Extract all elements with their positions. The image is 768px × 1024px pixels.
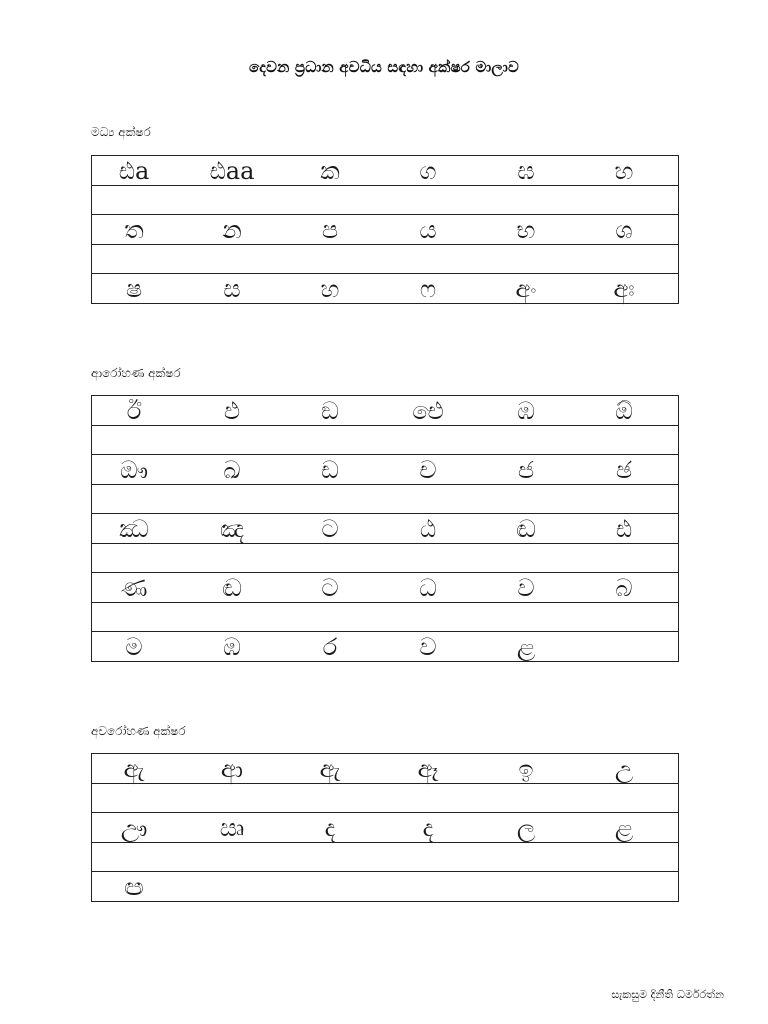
letter-cell: ඌ [120, 814, 148, 842]
letter-cell: ක [320, 157, 340, 185]
letter-cell: ඈ [417, 755, 439, 783]
letter-cell: ඣ [119, 515, 149, 543]
letter-cell: ඬ [516, 515, 536, 543]
letter-cell: ද [422, 814, 434, 842]
section-label: මධ්‍ය අක්ෂර [91, 125, 151, 139]
letter-cell: උ [614, 755, 634, 783]
letter-cell: ඏ [124, 873, 144, 901]
letter-cell: ඉ [518, 755, 534, 783]
letter-cell: ඨ [419, 515, 437, 543]
letter-cell: න [222, 216, 242, 244]
letter-cell: ඖ [119, 456, 149, 484]
letter-grid [91, 155, 679, 304]
letter-cell: ත [124, 216, 144, 244]
letter-cell: ග [419, 157, 437, 185]
letter-cell: ආ [220, 755, 244, 783]
letter-cell: හ [614, 157, 634, 185]
letter-cell: ඪ [615, 515, 633, 543]
letter-cell: ඝ [517, 157, 535, 185]
letter-cell: ඇ [123, 755, 145, 783]
letter-cell: ඓ [412, 397, 444, 425]
letter-cell: ද [324, 814, 336, 842]
letter-cell: ට [321, 574, 339, 602]
section-label: ආරෝහණ අක්ෂර [91, 366, 181, 380]
letter-cell: ඛ [223, 456, 241, 484]
letter-cell: ළ [614, 814, 634, 842]
letter-cell: ඹ [517, 397, 535, 425]
letter-cell: ම [125, 633, 143, 661]
letter-cell: බ [615, 574, 633, 602]
letter-cell: ව [419, 633, 437, 661]
letter-cell: ධ [419, 574, 437, 602]
letter-cell: ප [321, 216, 339, 244]
letter-cell: ශ [615, 216, 633, 244]
letter-cell: ඤ [219, 515, 245, 543]
letter-cell: ර [322, 633, 338, 661]
letter-cell: ය [419, 216, 437, 244]
letter-cell: ව [517, 574, 535, 602]
letter-cell: ණ [120, 574, 148, 602]
letter-cell: ඡ [615, 456, 633, 484]
letter-cell: ෂ [125, 275, 143, 303]
letter-cell: අං [515, 275, 537, 303]
letter-cell: ස [223, 275, 241, 303]
letter-cell: ඵ [223, 397, 241, 425]
letter-cell: ල [516, 814, 536, 842]
letter-cell: ඩ [321, 456, 339, 484]
letter-cell: ට [321, 515, 339, 543]
letter-cell: ඇ [319, 755, 341, 783]
letter-cell: ඍ [219, 814, 245, 842]
letter-cell: ඹ [223, 633, 241, 661]
letter-cell: අඃ [613, 275, 635, 303]
letter-cell: ජ [517, 456, 535, 484]
letter-cell: ඊ [126, 397, 142, 425]
letter-cell: හ [320, 275, 340, 303]
page-title: දෙවන ප්‍රධාන අවධිය සඳහා අක්ෂර මාලාව [249, 58, 519, 76]
letter-cell: ඞ [321, 397, 339, 425]
letter-grid [91, 395, 679, 662]
letter-cell: ළ [516, 633, 536, 661]
footer-credit: සැකසුම දිනීති ධර්මරත්න [611, 988, 724, 1001]
section-label: අවරෝහණ අක්ෂර [91, 724, 186, 738]
letter-cell: ෆ [419, 275, 437, 303]
letter-grid [91, 753, 679, 902]
letter-cell: ඕ [615, 397, 633, 425]
letter-cell: භ [516, 216, 536, 244]
letter-cell: ච [419, 456, 437, 484]
letter-cell: ඬ [222, 574, 242, 602]
letter-cell: ඪaa [209, 157, 255, 185]
letter-cell: ඪa [118, 157, 150, 185]
